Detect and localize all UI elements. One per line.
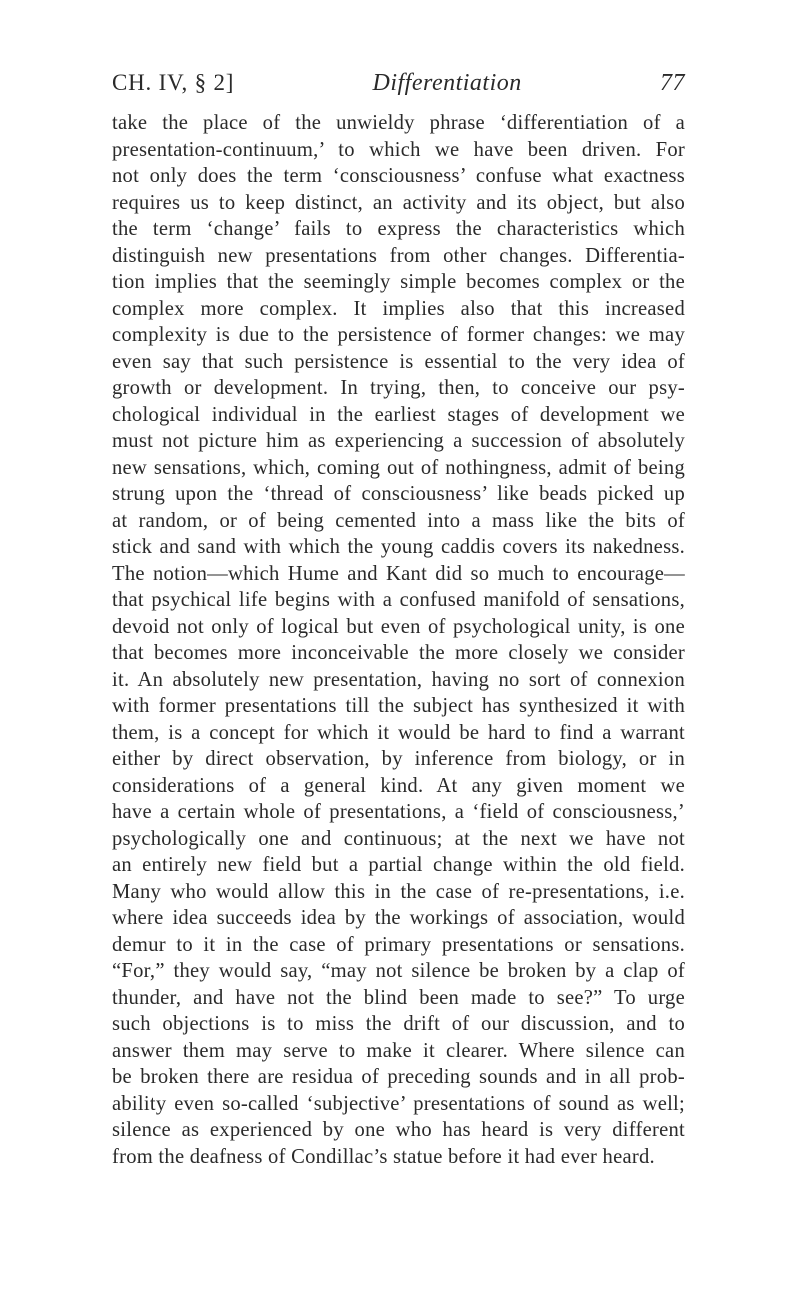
running-header: [112, 70, 685, 110]
text-line: psychologically one and continuous; at the next we have not: [112, 827, 685, 850]
text-line: strung upon the ‘thread of consciousness’ like beads picked up: [112, 483, 685, 505]
text-line: thunder, and have not the blind been made to see?” To urge: [112, 986, 685, 1009]
text-line: where idea succeeds idea by the workings of association, would: [112, 907, 685, 929]
text-line: either by direct observation, by inference from biology, or in: [112, 748, 685, 770]
text-line: answer them may serve to make it clearer. Where silence can: [112, 1039, 685, 1062]
running-title: Differentiation: [372, 70, 522, 96]
text-line: not only does the term ‘consciousness’ confuse what exactness: [112, 165, 685, 187]
text-line: at random, or of being cemented into a mass like the bits of: [112, 509, 685, 532]
text-line: silence as experienced by one who has heard is very different: [112, 1119, 685, 1141]
text-line: even say that such persistence is essential to the very idea of: [112, 350, 685, 373]
text-line: requires us to keep distinct, an activity and its object, but also: [112, 191, 685, 214]
page-number: 77: [660, 70, 685, 96]
text-line: ability even so-called ‘subjective’ presentations of sound as well;: [112, 1092, 685, 1115]
text-line: with former presentations till the subject has synthesized it with: [112, 695, 685, 717]
text-line: new sensations, which, coming out of nothingness, admit of being: [112, 456, 685, 479]
text-line: presentation-continuum,’ to which we have been driven. For: [112, 138, 685, 161]
text-line: an entirely new field but a partial change within the old field.: [112, 854, 685, 876]
text-line: must not picture him as experiencing a succession of absolutely: [112, 430, 685, 452]
text-line: growth or development. In trying, then, to conceive our psy-: [112, 377, 685, 399]
text-line: tion implies that the seemingly simple becomes complex or the: [112, 271, 685, 293]
text-line: demur to it in the case of primary presentations or sensations.: [112, 933, 685, 956]
text-line: distinguish new presentations from other changes. Differentia-: [112, 244, 685, 267]
text-line: chological individual in the earliest stages of development we: [112, 403, 685, 426]
chapter-section-label: CH. IV, § 2]: [112, 70, 235, 95]
text-line: The notion—which Hume and Kant did so much to encourage—: [112, 562, 685, 585]
text-line: be broken there are residua of preceding sounds and in all prob-: [112, 1066, 685, 1088]
text-line: that psychical life begins with a confused manifold of sensations,: [112, 589, 685, 611]
text-line: devoid not only of logical but even of psychological unity, is one: [112, 615, 685, 638]
text-line: have a certain whole of presentations, a ‘field of consciousness,’: [112, 801, 685, 823]
text-line: complex more complex. It implies also that this increased: [112, 297, 685, 320]
text-line: take the place of the unwieldy phrase ‘differentiation of a: [112, 112, 685, 134]
text-line: them, is a concept for which it would be hard to find a warrant: [112, 721, 685, 744]
text-line: stick and sand with which the young caddis covers its nakedness.: [112, 536, 685, 558]
text-line: “For,” they would say, “may not silence be broken by a clap of: [112, 960, 685, 982]
text-line: it. An absolutely new presentation, having no sort of connexion: [112, 668, 685, 691]
text-line: considerations of a general kind. At any given moment we: [112, 774, 685, 797]
text-line: the term ‘change’ fails to express the characteristics which: [112, 218, 685, 240]
text-line: such objections is to miss the drift of our discussion, and to: [112, 1013, 685, 1035]
text-line: from the deafness of Condillac’s statue before it had ever heard.: [112, 1145, 655, 1168]
book-page: [112, 70, 685, 1170]
text-line: Many who would allow this in the case of re-presentations, i.e.: [112, 880, 685, 903]
text-line: that becomes more inconceivable the more closely we consider: [112, 642, 685, 664]
body-paragraph: [112, 110, 685, 1170]
text-line: complexity is due to the persistence of former changes: we may: [112, 324, 685, 346]
